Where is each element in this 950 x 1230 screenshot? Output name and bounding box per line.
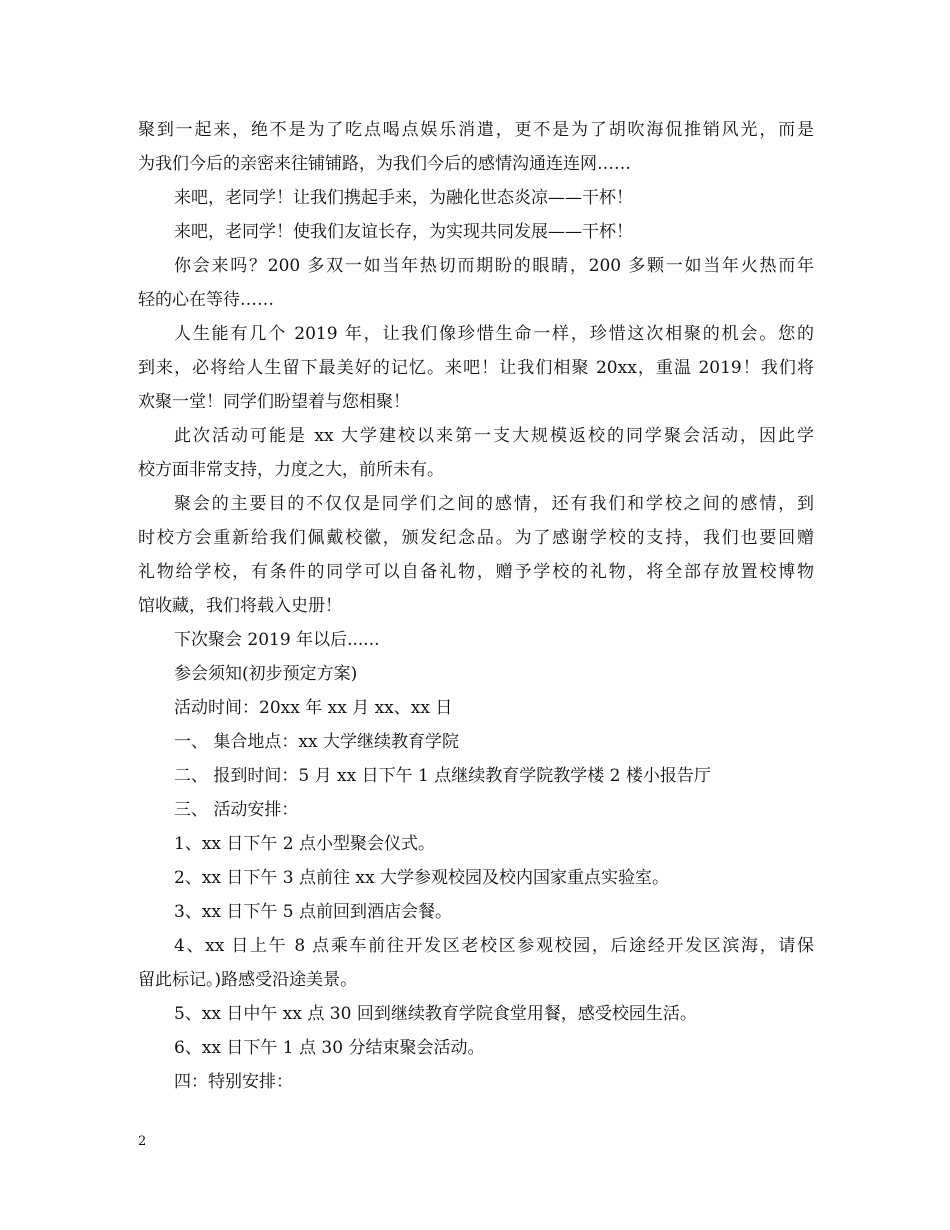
paragraph-line: 时校方会重新给我们佩戴校徽，颁发纪念品。为了感谢学校的支持，我们也要回赠 bbox=[138, 528, 814, 548]
event-time: 活动时间：20xx 年 xx 月 xx、xx 日 bbox=[174, 698, 453, 718]
schedule-item: 3、xx 日下午 5 点前回到酒店会餐。 bbox=[174, 902, 453, 922]
paragraph-line: 为我们今后的亲密来往铺铺路，为我们今后的感情沟通连连网…… bbox=[138, 154, 631, 174]
page-number: 2 bbox=[138, 1134, 147, 1149]
paragraph-line: 欢聚一堂！同学们盼望着与您相聚！ bbox=[138, 392, 410, 412]
paragraph-line: 轻的心在等待…… bbox=[138, 290, 274, 310]
list-item: 一、 集合地点：xx 大学继续教育学院 bbox=[174, 732, 459, 752]
paragraph-line: 来吧，老同学！让我们携起手来，为融化世态炎凉——干杯！ bbox=[174, 188, 633, 208]
paragraph-line: 此次活动可能是 xx 大学建校以来第一支大规模返校的同学聚会活动，因此学 bbox=[174, 426, 814, 446]
document-body bbox=[138, 116, 814, 1102]
schedule-item: 6、xx 日下午 1 点 30 分结束聚会活动。 bbox=[174, 1038, 485, 1058]
section-title: 参会须知(初步预定方案) bbox=[174, 664, 358, 684]
list-item: 三、 活动安排： bbox=[174, 800, 299, 820]
paragraph-line: 礼物给学校，有条件的同学可以自备礼物，赠予学校的礼物，将全部存放置校博物 bbox=[138, 562, 814, 582]
paragraph-line: 人生能有几个 2019 年，让我们像珍惜生命一样，珍惜这次相聚的机会。您的 bbox=[174, 324, 814, 344]
schedule-item: 2、xx 日下午 3 点前往 xx 大学参观校园及校内国家重点实验室。 bbox=[174, 868, 669, 888]
paragraph-line: 下次聚会 2019 年以后...... bbox=[174, 630, 380, 650]
paragraph-line: 聚到一起来，绝不是为了吃点喝点娱乐消遣，更不是为了胡吹海侃推销风光，而是 bbox=[138, 120, 814, 140]
list-item: 二、 报到时间：5 月 xx 日下午 1 点继续教育学院教学楼 2 楼小报告厅 bbox=[174, 766, 711, 786]
list-item: 四：特别安排： bbox=[174, 1072, 293, 1092]
schedule-item: 5、xx 日中午 xx 点 30 回到继续教育学院食堂用餐，感受校园生活。 bbox=[174, 1004, 697, 1024]
paragraph-line: 校方面非常支持，力度之大，前所未有。 bbox=[138, 460, 444, 480]
paragraph-line: 馆收藏，我们将载入史册！ bbox=[138, 596, 342, 616]
schedule-item-continued: 留此标记。)路感受沿途美景。 bbox=[138, 970, 358, 990]
paragraph-line: 到来，必将给人生留下最美好的记忆。来吧！让我们相聚 20xx，重温 2019！我们将 bbox=[138, 358, 814, 378]
paragraph-line: 来吧，老同学！使我们友谊长存，为实现共同发展——干杯！ bbox=[174, 222, 633, 242]
schedule-item: 4、xx 日上午 8 点乘车前往开发区老校区参观校园，后途经开发区滨海，请保 bbox=[174, 936, 814, 956]
schedule-item: 1、xx 日下午 2 点小型聚会仪式。 bbox=[174, 834, 436, 854]
paragraph-line: 你会来吗？200 多双一如当年热切而期盼的眼睛，200 多颗一如当年火热而年 bbox=[174, 256, 814, 276]
paragraph-line: 聚会的主要目的不仅仅是同学们之间的感情，还有我们和学校之间的感情，到 bbox=[174, 494, 814, 514]
